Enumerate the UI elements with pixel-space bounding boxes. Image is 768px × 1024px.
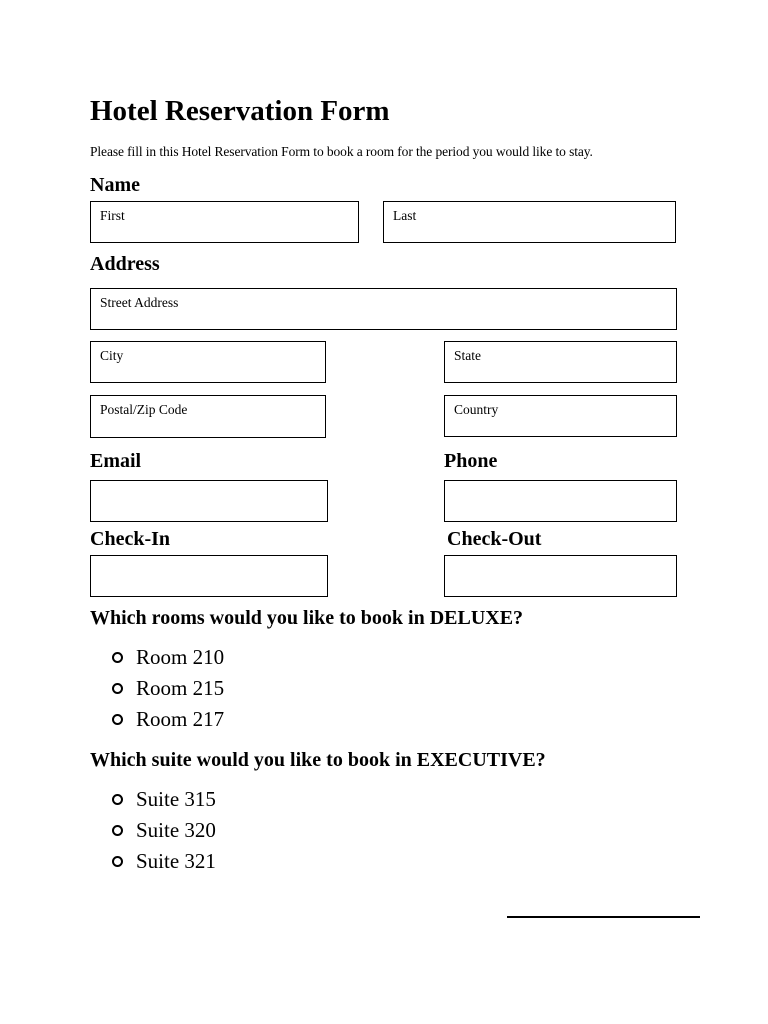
option-label: Suite 320 [136,818,216,842]
last-name-placeholder: Last [393,208,417,223]
phone-label: Phone [444,450,498,472]
phone-field[interactable] [444,480,677,522]
option-label: Suite 321 [136,849,216,873]
email-field[interactable] [90,480,328,522]
name-label: Name [90,174,140,196]
signature-line [507,916,700,918]
radio-button[interactable] [112,683,123,694]
radio-button[interactable] [112,856,123,867]
executive-option-suite-315[interactable] [112,786,216,812]
deluxe-question: Which rooms would you like to book in DELUXE? [90,607,524,629]
street-address-field[interactable] [90,288,677,330]
last-name-field[interactable] [383,201,676,243]
deluxe-option-room-217[interactable] [112,706,224,732]
radio-button[interactable] [112,794,123,805]
form-title: Hotel Reservation Form [90,95,390,127]
check-in-field[interactable] [90,555,328,597]
radio-button[interactable] [112,652,123,663]
form-intro: Please fill in this Hotel Reservation Form to book a room for the period you would like to stay. [90,144,593,159]
city-placeholder: City [100,348,124,363]
postal-code-field[interactable] [90,395,326,438]
first-name-field[interactable] [90,201,359,243]
state-placeholder: State [454,348,481,363]
option-label: Room 217 [136,707,225,731]
deluxe-option-room-215[interactable] [112,675,224,701]
option-label: Room 210 [136,645,225,669]
first-name-placeholder: First [100,208,125,223]
city-field[interactable] [90,341,326,383]
email-label: Email [90,450,142,472]
radio-button[interactable] [112,825,123,836]
state-field[interactable] [444,341,677,383]
street-address-placeholder: Street Address [100,295,179,310]
executive-question: Which suite would you like to book in EXECUTIVE? [90,749,546,771]
executive-option-suite-321[interactable] [112,848,216,874]
country-field[interactable] [444,395,677,437]
country-placeholder: Country [454,402,499,417]
option-label: Room 215 [136,676,225,700]
option-label: Suite 315 [136,787,216,811]
deluxe-option-room-210[interactable] [112,644,224,670]
postal-code-placeholder: Postal/Zip Code [100,402,188,417]
check-out-field[interactable] [444,555,677,597]
address-label: Address [90,253,160,275]
check-in-label: Check-In [90,528,171,550]
executive-option-suite-320[interactable] [112,817,216,843]
radio-button[interactable] [112,714,123,725]
check-out-label: Check-Out [447,528,542,550]
